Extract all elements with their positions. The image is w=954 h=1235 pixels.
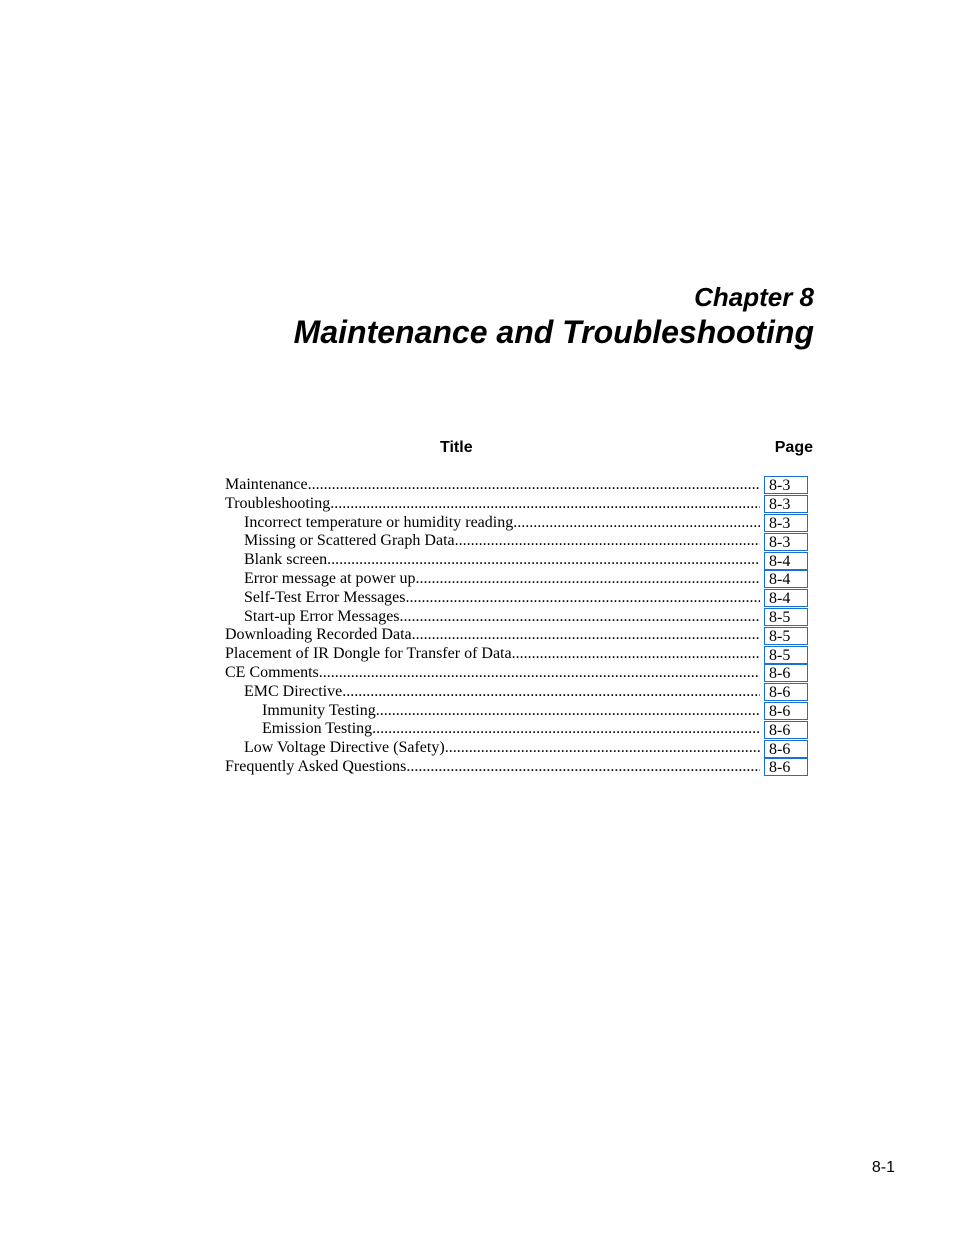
toc-entry	[225, 495, 810, 514]
toc-entry-title: Incorrect temperature or humidity reading	[244, 513, 514, 531]
toc-entry	[225, 476, 810, 495]
toc-page-link[interactable]: 8-6	[764, 683, 808, 701]
dot-leader	[400, 608, 760, 627]
toc-entry-title: Missing or Scattered Graph Data	[244, 532, 455, 550]
table-of-contents	[225, 476, 810, 777]
toc-entry-title: Low Voltage Directive (Safety)	[244, 739, 445, 757]
dot-leader	[319, 664, 760, 683]
toc-entry-title: Maintenance	[225, 476, 308, 493]
toc-entry-title: EMC Directive	[244, 682, 343, 700]
dot-leader	[342, 683, 760, 702]
toc-page-link[interactable]: 8-4	[764, 570, 808, 588]
toc-entry-title: Placement of IR Dongle for Transfer of Data	[225, 645, 512, 663]
chapter-title: Maintenance and Troubleshooting	[293, 314, 814, 350]
toc-page-link[interactable]: 8-6	[764, 664, 808, 682]
toc-page-link[interactable]: 8-4	[764, 589, 808, 607]
dot-leader	[372, 720, 760, 739]
dot-leader	[327, 551, 760, 570]
dot-leader	[416, 570, 761, 589]
toc-page-link[interactable]: 8-5	[764, 646, 808, 664]
toc-page-link[interactable]: 8-3	[764, 495, 808, 513]
dot-leader	[512, 645, 760, 664]
toc-entry	[225, 645, 810, 664]
toc-entry	[225, 589, 810, 608]
toc-entry	[225, 664, 810, 683]
toc-entry-title: Downloading Recorded Data	[225, 626, 412, 644]
toc-page-link[interactable]: 8-6	[764, 740, 808, 758]
toc-page-link[interactable]: 8-4	[764, 552, 808, 570]
toc-entry-title: Immunity Testing	[262, 701, 376, 719]
toc-entry	[225, 739, 810, 758]
chapter-number: Chapter 8	[694, 282, 814, 312]
toc-page-link[interactable]: 8-3	[764, 476, 808, 494]
dot-leader	[308, 476, 760, 495]
toc-entry	[225, 702, 810, 721]
page-number: 8-1	[871, 1159, 895, 1176]
toc-page-link[interactable]: 8-5	[764, 608, 808, 626]
toc-page-heading: Page	[774, 439, 813, 456]
toc-page-link[interactable]: 8-6	[764, 702, 808, 720]
toc-entry	[225, 608, 810, 627]
toc-page-link[interactable]: 8-5	[764, 627, 808, 645]
toc-page-link[interactable]: 8-3	[764, 533, 808, 551]
toc-entry-title: Blank screen	[244, 551, 328, 569]
dot-leader	[330, 495, 760, 514]
toc-entry-title: Frequently Asked Questions	[225, 757, 407, 775]
dot-leader	[513, 514, 760, 533]
toc-entry	[225, 532, 810, 551]
dot-leader	[406, 758, 760, 777]
toc-page-link[interactable]: 8-6	[764, 758, 808, 776]
toc-page-link[interactable]: 8-3	[764, 514, 808, 532]
dot-leader	[406, 589, 761, 608]
dot-leader	[445, 739, 760, 758]
dot-leader	[376, 702, 760, 721]
toc-entry-title: Troubleshooting	[225, 494, 331, 512]
dot-leader	[412, 626, 760, 645]
toc-entry	[225, 570, 810, 589]
toc-entry	[225, 551, 810, 570]
dot-leader	[455, 532, 760, 551]
toc-entry-title: CE Comments	[225, 663, 319, 681]
toc-entry	[225, 683, 810, 702]
toc-page-link[interactable]: 8-6	[764, 721, 808, 739]
toc-entry	[225, 758, 810, 777]
toc-entry-title: Start-up Error Messages	[244, 607, 400, 625]
toc-entry	[225, 720, 810, 739]
toc-entry-title: Self-Test Error Messages	[244, 588, 406, 606]
toc-entry-title: Emission Testing	[262, 720, 373, 738]
toc-entry-title: Error message at power up	[244, 569, 416, 587]
toc-entry	[225, 514, 810, 533]
toc-title-heading: Title	[440, 439, 473, 456]
toc-entry	[225, 626, 810, 645]
